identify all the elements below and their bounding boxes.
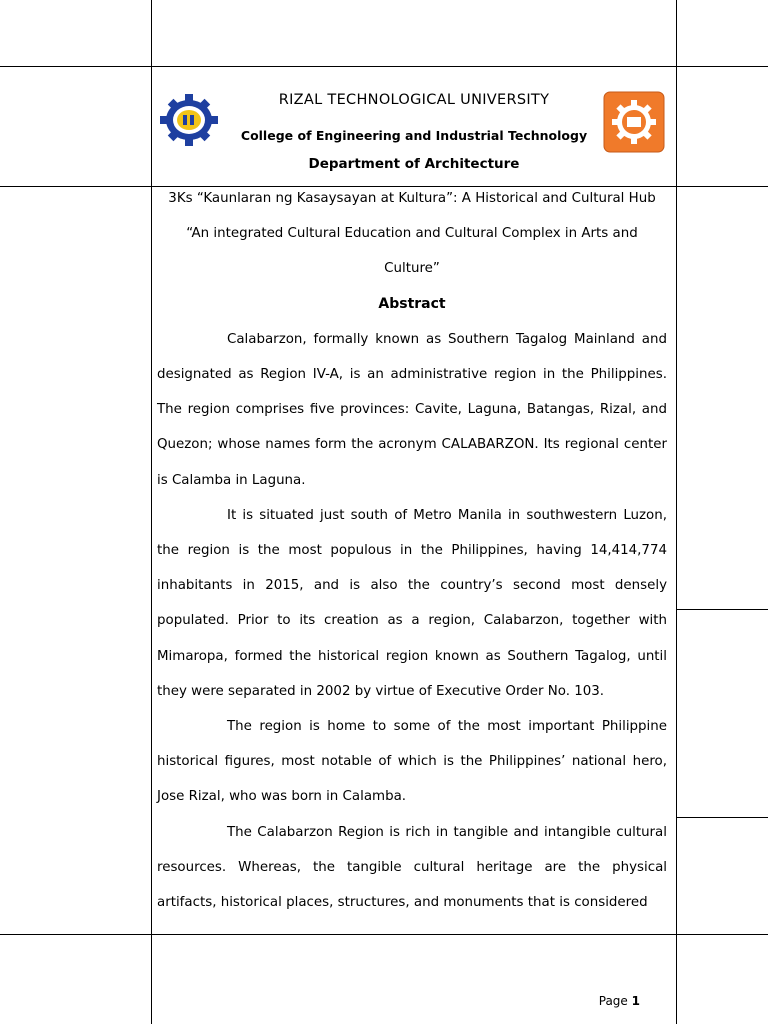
left-margin-line bbox=[151, 0, 152, 1024]
department-name: Department of Architecture bbox=[308, 156, 520, 172]
page-number-value: 1 bbox=[631, 994, 640, 1008]
paragraph: The region is home to some of the most important Philippine historical figures, most notable of which is the Philippines’ national hero, Jose Rizal, who was born in Calamba. bbox=[157, 719, 667, 805]
thesis-title-line-2: “An integrated Cultural Education and Cultural Complex in Arts and bbox=[186, 226, 638, 242]
page-label: Page bbox=[598, 994, 628, 1008]
university-name: RIZAL TECHNOLOGICAL UNIVERSITY bbox=[278, 92, 550, 108]
footer-top-line bbox=[0, 934, 768, 935]
right-margin-line bbox=[676, 0, 677, 1024]
thesis-title-line-1: 3Ks “Kaunlaran ng Kasaysayan at Kultura”: A Historical and Cultural Hub bbox=[168, 191, 656, 206]
paragraph: It is situated just south of Metro Manila in southwestern Luzon, the region is the most populous in the Philippines, having 14,414,774 inhabitants in 2015, and is also the country’s second most densely populated. Prior to its creation as a region, Calabarzon, together with Mimaropa, formed the historical region known as Southern Tagalog, until they were separated in 2002 by virtue of Executive Order No. 103. bbox=[157, 507, 667, 699]
right-margin-tick-1 bbox=[676, 609, 768, 610]
right-margin-tick-2 bbox=[676, 817, 768, 818]
page-number bbox=[599, 994, 640, 1008]
college-name: College of Engineering and Industrial Technology bbox=[240, 128, 588, 143]
paragraph: Calabarzon, formally known as Southern Tagalog Mainland and designated as Region IV-A, is an administrative region in the Philippines. The region comprises five provinces: Cavite, Laguna, Batangas, Rizal, and Quezon; whose names form the acronym CALABARZON. Its regional center is Calamba in Laguna. bbox=[157, 331, 667, 488]
header-top-line bbox=[0, 66, 768, 67]
abstract-heading: Abstract bbox=[378, 295, 446, 312]
paragraph: The Calabarzon Region is rich in tangible and intangible cultural resources. Whereas, the tangible cultural heritage are the physical artifacts, historical places, structures, and monuments that is considered bbox=[157, 824, 667, 911]
document-body bbox=[157, 181, 667, 920]
thesis-title-line-3: Culture” bbox=[384, 261, 440, 277]
